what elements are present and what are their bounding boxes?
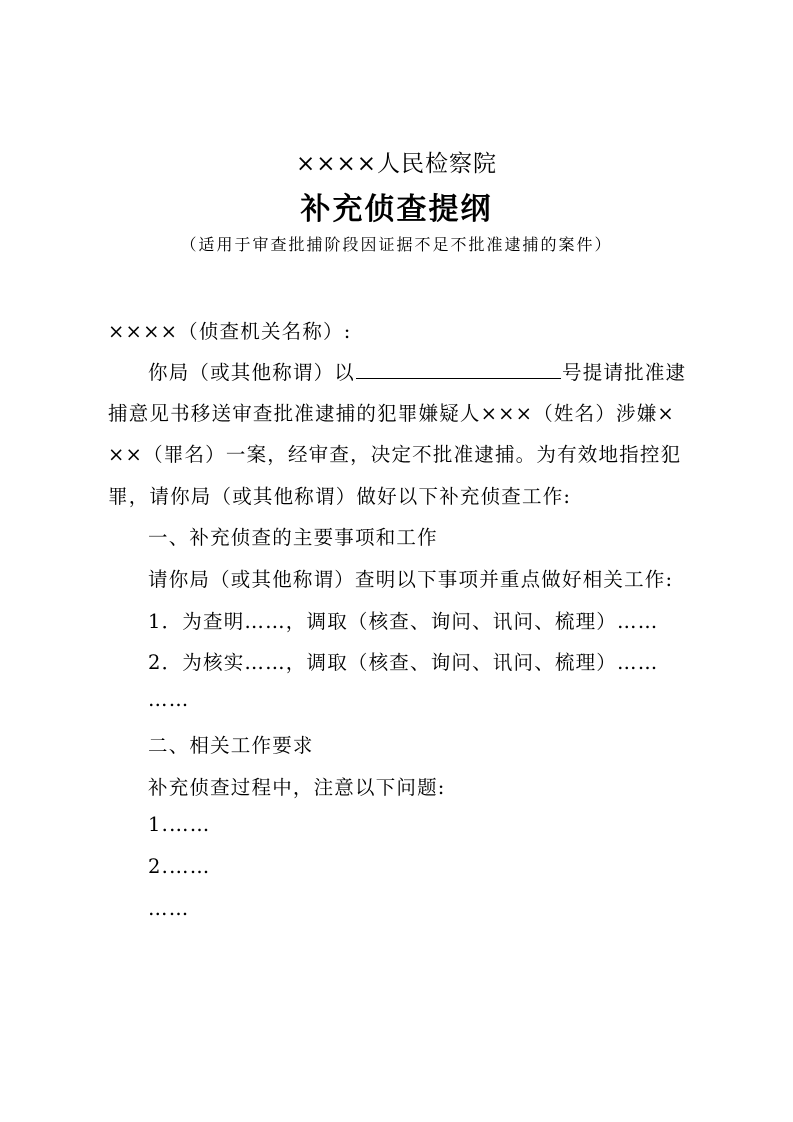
paragraph-1-text-a: 你局（或其他称谓）以: [148, 361, 356, 384]
section-1-item-1: 1．为查明……，调取（核查、询问、讯问、梳理）……: [148, 610, 659, 633]
paragraph-1-line-4: 罪，请你局（或其他称谓）做好以下补充侦查工作:: [108, 485, 572, 508]
organization-name: ××××人民检察院: [295, 151, 498, 177]
document-subtitle: （适用于审查批捕阶段因证据不足不批准逮捕的案件）: [180, 235, 613, 254]
section-2-ellipsis: ……: [148, 897, 190, 920]
section-1-item-2: 2．为核实……，调取（核查、询问、讯问、梳理）……: [148, 651, 659, 674]
section-1-heading: 一、补充侦查的主要事项和工作: [148, 526, 438, 549]
case-number-blank: [356, 358, 561, 379]
paragraph-1-text-b: 号提请批准逮: [562, 361, 687, 384]
paragraph-1-line-1: [148, 357, 686, 385]
paragraph-1-line-3: ××（罪名）一案，经审查，决定不批准逮捕。为有效地指控犯: [108, 443, 682, 466]
section-2-item-2: 2.……: [148, 855, 211, 878]
section-2-item-1: 1.……: [148, 813, 211, 836]
section-2-heading: 二、相关工作要求: [148, 734, 314, 757]
document-title: 补充侦查提纲: [300, 192, 493, 227]
addressee: ××××（侦查机关名称）:: [108, 320, 352, 343]
section-1-intro: 请你局（或其他称谓）查明以下事项并重点做好相关工作:: [148, 568, 674, 591]
paragraph-1-line-2: 捕意见书移送审查批准逮捕的犯罪嫌疑人×××（姓名）涉嫌×: [108, 402, 675, 425]
section-2-intro: 补充侦查过程中，注意以下问题:: [148, 776, 446, 799]
section-1-ellipsis: ……: [148, 688, 190, 711]
